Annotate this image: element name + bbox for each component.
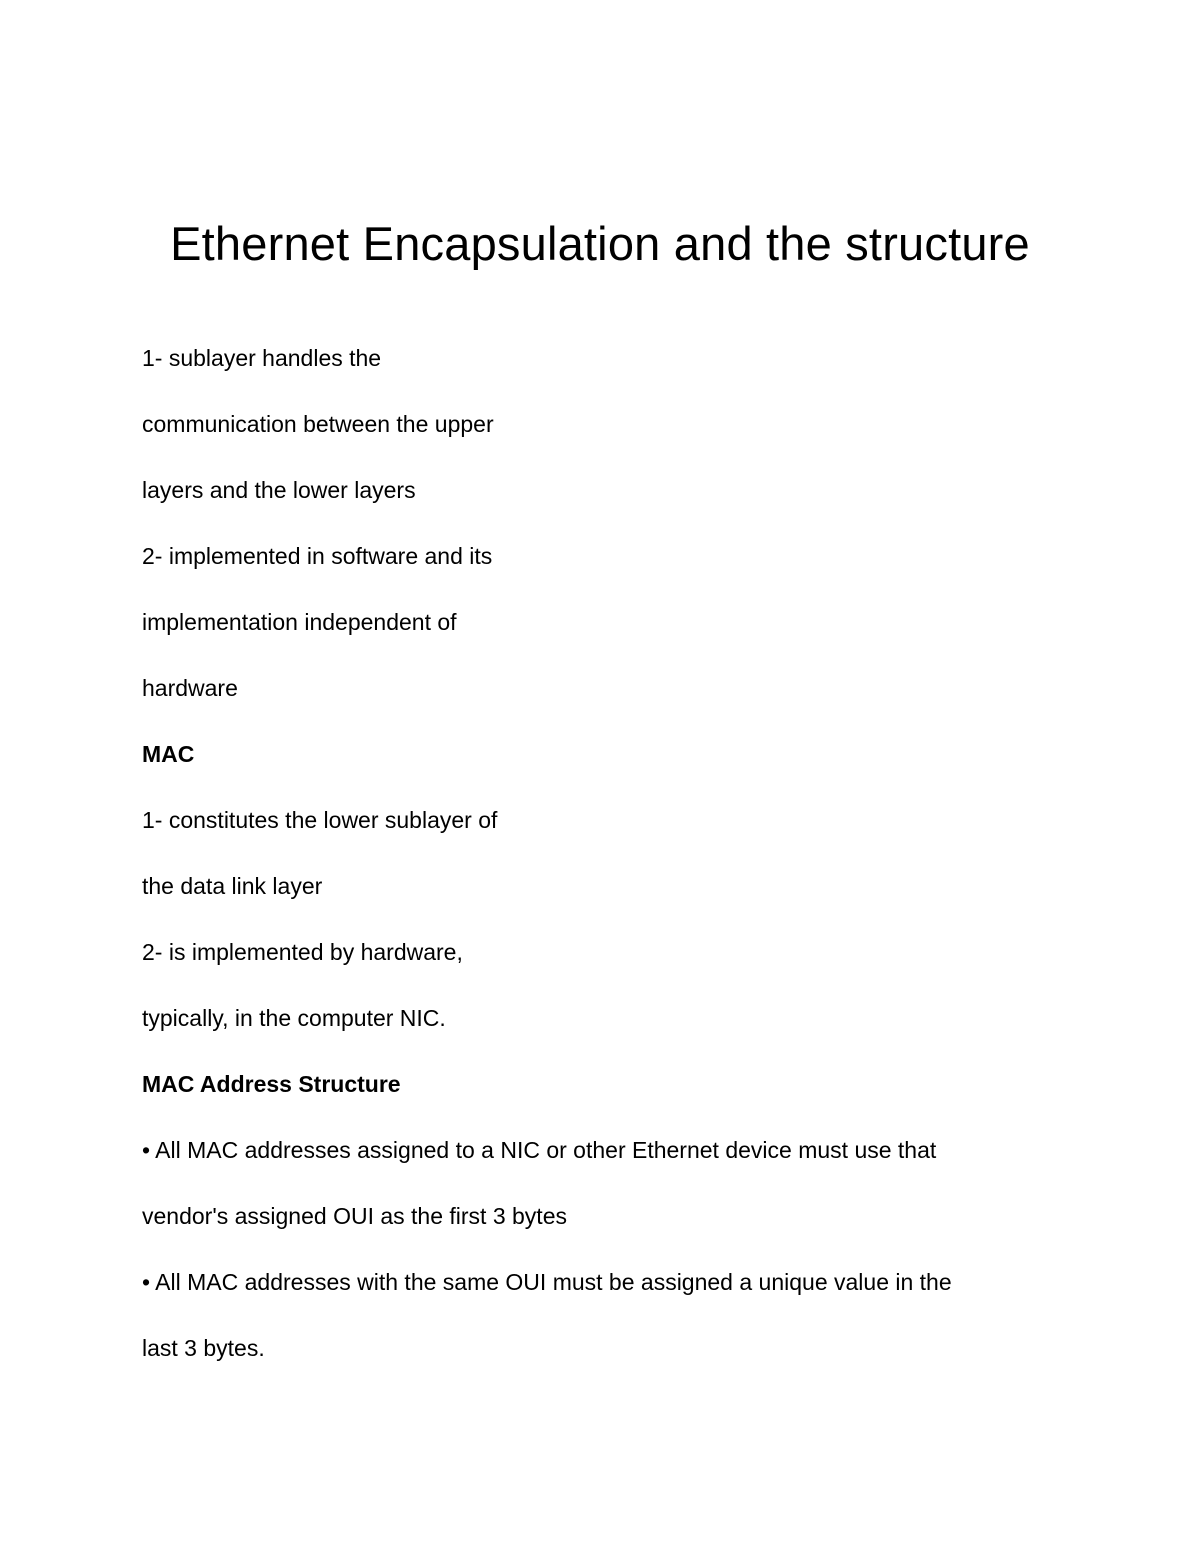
body-line: layers and the lower layers [142, 477, 416, 503]
bullet-line: • All MAC addresses with the same OUI must be assigned a unique value in the [142, 1269, 952, 1295]
body-line: 1- constitutes the lower sublayer of [142, 807, 498, 833]
bullet-line: • All MAC addresses assigned to a NIC or other Ethernet device must use that [142, 1137, 937, 1163]
body-line: typically, in the computer NIC. [142, 1005, 446, 1031]
body-line: hardware [142, 675, 238, 701]
body-line: the data link layer [142, 873, 323, 899]
body-line: implementation independent of [142, 609, 457, 635]
body-line: vendor's assigned OUI as the first 3 bytes [142, 1203, 567, 1229]
body-line: communication between the upper [142, 411, 494, 437]
body-line: 2- implemented in software and its [142, 543, 493, 569]
body-line: 1- sublayer handles the [142, 345, 382, 371]
section-heading-mac-address-structure: MAC Address Structure [142, 1071, 401, 1097]
body-line: last 3 bytes. [142, 1335, 265, 1361]
body-line: 2- is implemented by hardware, [142, 939, 463, 965]
document-title: Ethernet Encapsulation and the structure [170, 217, 1030, 270]
section-heading-mac: MAC [142, 741, 195, 767]
